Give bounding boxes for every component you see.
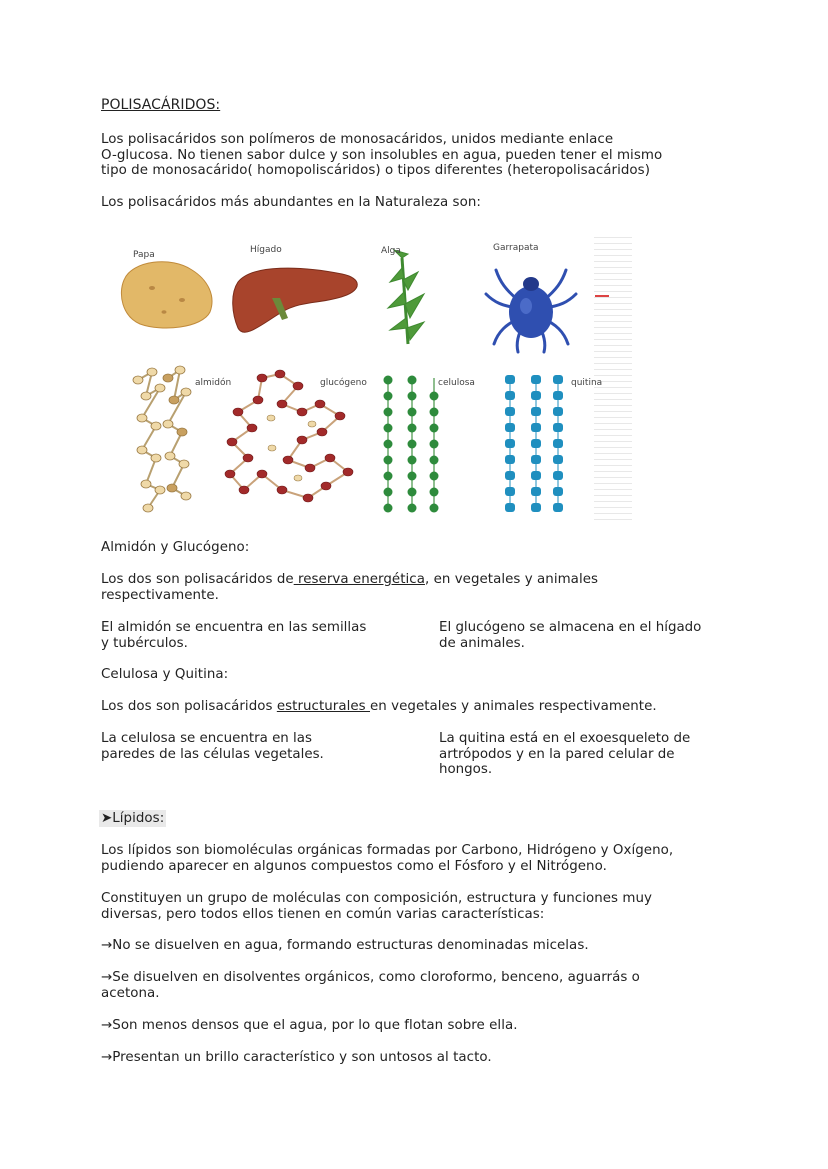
- text-line: O-glucosa. No tienen sabor dulce y son insolubles en agua, pueden tener el mismo: [101, 147, 663, 163]
- chitin-molecule: [505, 375, 563, 512]
- label-almidon: almidón: [195, 378, 232, 388]
- label-quitina: quitina: [571, 378, 603, 388]
- section-title-polisacaridos: POLISACÁRIDOS:: [101, 97, 221, 113]
- lipidos-bullet-4: [101, 1050, 492, 1066]
- almidon-column: [101, 620, 366, 651]
- text-line: artrópodos y en la pared celular de: [439, 746, 675, 762]
- text-line: →Presentan un brillo característico y son untosos al tacto.: [101, 1050, 492, 1065]
- label-alga: Alga: [381, 246, 401, 256]
- glucogeno-column: [439, 620, 701, 651]
- celulosa-column: [101, 731, 324, 762]
- text-line: tipo de monosacárido( homopoliscáridos) o tipos diferentes (heteropolisacáridos): [101, 163, 650, 178]
- polysaccharide-figure: [112, 228, 634, 524]
- lipidos-bullet-1: [101, 938, 589, 954]
- text-line: Los lípidos son biomoléculas orgánicas formadas por Carbono, Hidrógeno y Oxígeno,: [101, 843, 674, 858]
- text-line: Los polisacáridos son polímeros de monosacáridos, unidos mediante enlace: [101, 132, 614, 147]
- liver-image: [233, 268, 358, 332]
- text-line: hongos.: [439, 762, 493, 777]
- heading-almidon-glucogeno: Almidón y Glucógeno:: [101, 540, 250, 555]
- label-glucogeno: glucógeno: [320, 378, 367, 388]
- intro-paragraph: [101, 132, 662, 179]
- underlined-term: estructurales: [276, 699, 370, 714]
- text-line: →Se disuelven en disolventes orgánicos, como cloroformo, benceno, aguarrás o: [101, 970, 640, 985]
- estructurales-paragraph: [101, 699, 657, 715]
- text-line: diversas, pero todos ellos tienen en común varias características:: [101, 906, 545, 922]
- lipidos-bullet-3: [101, 1018, 518, 1034]
- text-line: →Son menos densos que el agua, por lo que flotan sobre ella.: [101, 1018, 518, 1033]
- text-line: pudiendo aparecer en algunos compuestos como el Fósforo y el Nitrógeno.: [101, 858, 607, 874]
- text-fragment: en vegetales y animales respectivamente.: [370, 699, 657, 714]
- alga-image: [388, 250, 424, 344]
- text-fragment: Los dos son polisacáridos: [101, 699, 277, 714]
- label-garrapata: Garrapata: [493, 243, 539, 253]
- lipidos-paragraph-1: [101, 843, 673, 874]
- text-line: acetona.: [101, 985, 160, 1001]
- label-papa: Papa: [133, 250, 155, 260]
- text-line: y tubérculos.: [101, 635, 188, 651]
- heading-celulosa-quitina: Celulosa y Quitina:: [101, 667, 229, 682]
- lipidos-heading-text: ➤Lípidos:: [101, 811, 165, 826]
- lipidos-paragraph-2: [101, 891, 652, 922]
- text-line: →No se disuelven en agua, formando estructuras denominadas micelas.: [101, 938, 589, 953]
- label-celulosa: celulosa: [438, 378, 475, 388]
- reserva-paragraph: [101, 572, 598, 603]
- abundant-text: Los polisacáridos más abundantes en la Naturaleza son:: [101, 195, 481, 210]
- text-line: [101, 572, 598, 588]
- text-line: La celulosa se encuentra en las: [101, 731, 312, 746]
- label-higado: Hígado: [250, 245, 282, 255]
- glycogen-molecule: [225, 370, 353, 502]
- text-line: de animales.: [439, 635, 525, 651]
- text-fragment: , en vegetales y animales: [424, 572, 599, 587]
- underlined-term: reserva energética: [293, 572, 425, 587]
- text-line: La quitina está en el exoesqueleto de: [439, 731, 691, 746]
- text-fragment: Los dos son polisacáridos de: [101, 572, 294, 587]
- tick-image: [486, 270, 576, 352]
- text-line: respectivamente.: [101, 587, 219, 603]
- cellulose-molecule: [384, 376, 439, 513]
- section-title-lipidos: [99, 811, 166, 827]
- potato-image: [121, 262, 212, 328]
- text-line: Constituyen un grupo de moléculas con composición, estructura y funciones muy: [101, 891, 652, 906]
- starch-molecule: [133, 366, 191, 512]
- lipidos-bullet-2: [101, 970, 640, 1001]
- text-line: El glucógeno se almacena en el hígado: [439, 620, 702, 635]
- quitina-column: [439, 731, 690, 778]
- text-line: paredes de las células vegetales.: [101, 746, 324, 762]
- text-line: El almidón se encuentra en las semillas: [101, 620, 367, 635]
